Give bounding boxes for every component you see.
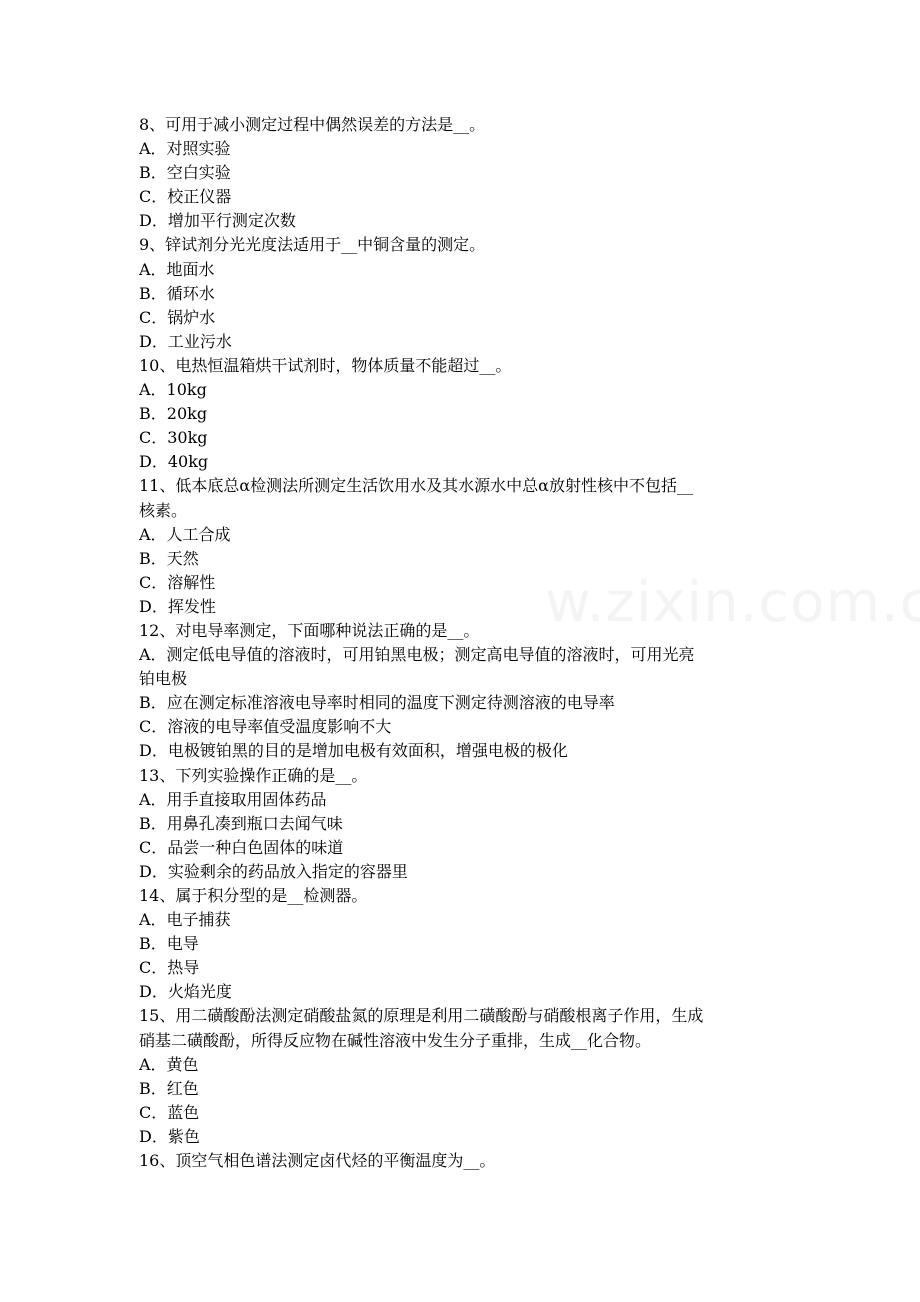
option-c: C．校正仪器 bbox=[139, 187, 232, 207]
question-14: 14、属于积分型的是__检测器。 bbox=[139, 886, 368, 905]
option-d: D．40kg bbox=[139, 452, 209, 472]
option-c: C．蓝色 bbox=[139, 1102, 200, 1122]
option-a: A．人工合成 bbox=[139, 524, 231, 544]
option-b: B．用鼻孔凑到瓶口去闻气味 bbox=[139, 813, 343, 833]
question-13: 13、下列实验操作正确的是__。 bbox=[139, 765, 368, 785]
question-9: 9、锌试剂分光光度法适用于__中铜含量的测定。 bbox=[139, 235, 486, 255]
option-c: C．热导 bbox=[139, 958, 200, 978]
option-b: B．循环水 bbox=[139, 283, 215, 303]
option-a: A．用手直接取用固体药品 bbox=[139, 789, 327, 809]
option-a-continued: 铂电极 bbox=[139, 669, 188, 689]
option-c: C．锅炉水 bbox=[139, 307, 216, 327]
option-b: B．天然 bbox=[139, 548, 199, 568]
option-a: A．对照实验 bbox=[139, 139, 231, 159]
question-list bbox=[139, 113, 799, 1173]
question-10: 10、电热恒温箱烘干试剂时，物体质量不能超过__。 bbox=[139, 355, 512, 375]
option-b: B．应在测定标准溶液电导率时相同的温度下测定待测溶液的电导率 bbox=[139, 693, 615, 713]
option-b: B．电导 bbox=[139, 934, 199, 954]
question-12: 12、对电导率测定，下面哪种说法正确的是__。 bbox=[139, 620, 480, 640]
option-a: A．黄色 bbox=[139, 1054, 199, 1074]
option-d: D．电极镀铂黑的目的是增加电极有效面积，增强电极的极化 bbox=[139, 741, 568, 761]
option-c: C．溶液的电导率值受温度影响不大 bbox=[139, 717, 392, 737]
option-b: B．20kg bbox=[139, 404, 208, 424]
option-a: A．地面水 bbox=[139, 259, 215, 279]
option-d: D．工业污水 bbox=[139, 331, 232, 351]
option-d: D．火焰光度 bbox=[139, 982, 232, 1002]
option-a: A．10kg bbox=[139, 380, 207, 400]
question-15: 15、用二磺酸酚法测定硝酸盐氮的原理是利用二磺酸酚与硝酸根离子作用，生成 bbox=[139, 1006, 704, 1026]
option-d: D．挥发性 bbox=[139, 596, 216, 616]
option-a: A．测定低电导值的溶液时，可用铂黑电极；测定高电导值的溶液时，可用光亮 bbox=[139, 645, 695, 665]
question-11-continued: 核素。 bbox=[139, 500, 188, 520]
option-c: C．溶解性 bbox=[139, 572, 216, 592]
option-a: A．电子捕获 bbox=[139, 910, 231, 930]
option-d: D．实验剩余的药品放入指定的容器里 bbox=[139, 861, 408, 881]
option-c: C．品尝一种白色固体的味道 bbox=[139, 837, 344, 857]
question-8: 8、可用于减小测定过程中偶然误差的方法是__。 bbox=[139, 115, 486, 134]
option-d: D．增加平行测定次数 bbox=[139, 211, 296, 231]
question-11: 11、低本底总α检测法所测定生活饮用水及其水源水中总α放射性核中不包括__ bbox=[139, 476, 693, 496]
option-b: B．空白实验 bbox=[139, 163, 231, 183]
option-c: C．30kg bbox=[139, 428, 208, 448]
question-16: 16、顶空气相色谱法测定卤代烃的平衡温度为__。 bbox=[139, 1151, 496, 1171]
question-15-continued: 硝基二磺酸酚，所得反应物在碱性溶液中发生分子重排，生成__化合物。 bbox=[139, 1030, 652, 1050]
option-d: D．紫色 bbox=[139, 1126, 200, 1146]
option-b: B．红色 bbox=[139, 1078, 199, 1098]
